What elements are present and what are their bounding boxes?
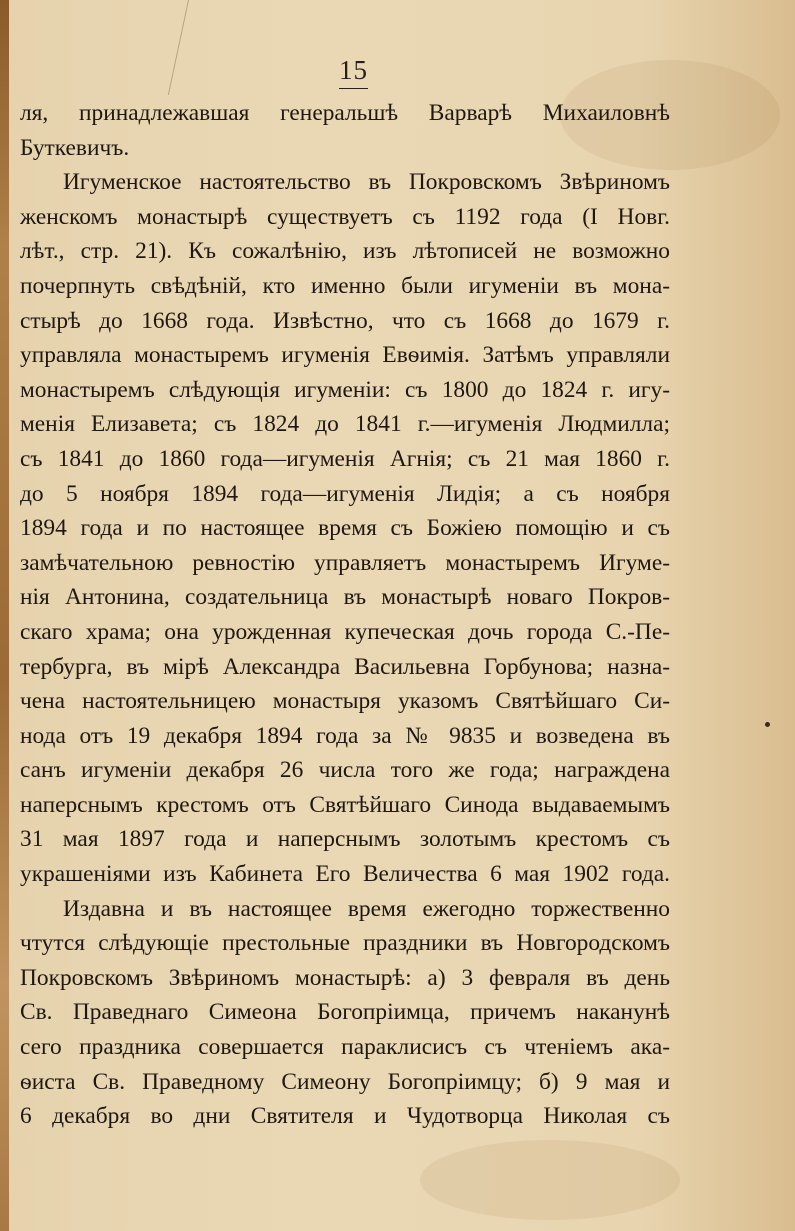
text-line: сего праздника совершается параклисисъ съ чтеніемъ ака- <box>20 1034 670 1061</box>
text-line: 6 декабря во дни Святителя и Чудотворца Николая съ <box>20 1103 670 1130</box>
ink-speck <box>765 722 770 727</box>
text-line: Игуменское настоятельство въ Покровскомъ Звѣриномъ <box>63 169 670 196</box>
text-line: управляла монастыремъ игуменія Евѳимія. Затѣмъ управляли <box>20 342 670 369</box>
paper-crease-mark <box>128 0 189 95</box>
text-line: 1894 года и по настоящее время съ Божіею помощію и съ <box>20 515 670 542</box>
text-line: наперснымъ крестомъ отъ Святѣйшаго Синода выдаваемымъ <box>20 791 670 818</box>
paper-stain <box>420 1140 680 1220</box>
text-line: съ 1841 до 1860 года—игуменія Агнія; съ 21 мая 1860 г. <box>20 445 670 472</box>
text-line: Издавна и въ настоящее время ежегодно торжественно <box>63 895 670 922</box>
text-line: санъ игуменіи декабря 26 числа того же года; награждена <box>20 757 670 784</box>
text-line: Покровскомъ Звѣриномъ монастырѣ: а) 3 февраля въ день <box>20 964 670 991</box>
page-number: 15 <box>339 55 368 89</box>
text-line: 31 мая 1897 года и наперснымъ золотымъ крестомъ съ <box>20 826 670 853</box>
text-line: Буткевичъ. <box>20 134 130 161</box>
body-text <box>20 96 670 1134</box>
text-line: лѣт., стр. 21). Къ сожалѣнію, изъ лѣтописей не возможно <box>20 238 670 265</box>
page-spine-edge <box>0 0 9 1231</box>
text-line: Св. Праведнаго Симеона Богопріимца, причемъ наканунѣ <box>20 999 670 1026</box>
text-line: украшеніями изъ Кабинета Его Величества 6 мая 1902 года. <box>20 861 670 888</box>
text-line: до 5 ноября 1894 года—игуменія Лидія; а съ ноября <box>20 480 670 507</box>
text-line: почерпнуть свѣдѣній, кто именно были игуменіи въ мона- <box>20 272 670 299</box>
text-line: женскомъ монастырѣ существуетъ съ 1192 года (I Новг. <box>20 203 670 230</box>
text-line: нода отъ 19 декабря 1894 года за № 9835 и возведена въ <box>20 722 670 749</box>
text-line: монастыремъ слѣдующія игуменіи: съ 1800 до 1824 г. игу- <box>20 376 670 403</box>
text-line: чтутся слѣдующіе престольные праздники въ Новгородскомъ <box>20 930 670 957</box>
text-line: нія Антонина, создательница въ монастырѣ новаго Покров- <box>20 584 670 611</box>
text-line: замѣчательною ревностію управляетъ монастыремъ Игуме- <box>20 549 670 576</box>
text-line: скаго храма; она урожденная купеческая дочь города С.-Пе- <box>20 618 670 645</box>
text-line: ля, принадлежавшая генеральшѣ Варварѣ Михаиловнѣ <box>20 100 670 126</box>
text-line: стырѣ до 1668 года. Извѣстно, что съ 1668 до 1679 г. <box>20 307 670 334</box>
text-line: менія Елизавета; съ 1824 до 1841 г.—игуменія Людмилла; <box>20 411 670 438</box>
text-line: ѳиста Св. Праведному Симеону Богопріимцу; б) 9 мая и <box>20 1068 670 1095</box>
text-line: чена настоятельницею монастыря указомъ Святѣйшаго Си- <box>20 688 670 715</box>
text-line: тербурга, въ мірѣ Александра Васильевна Горбунова; назна- <box>20 653 670 680</box>
